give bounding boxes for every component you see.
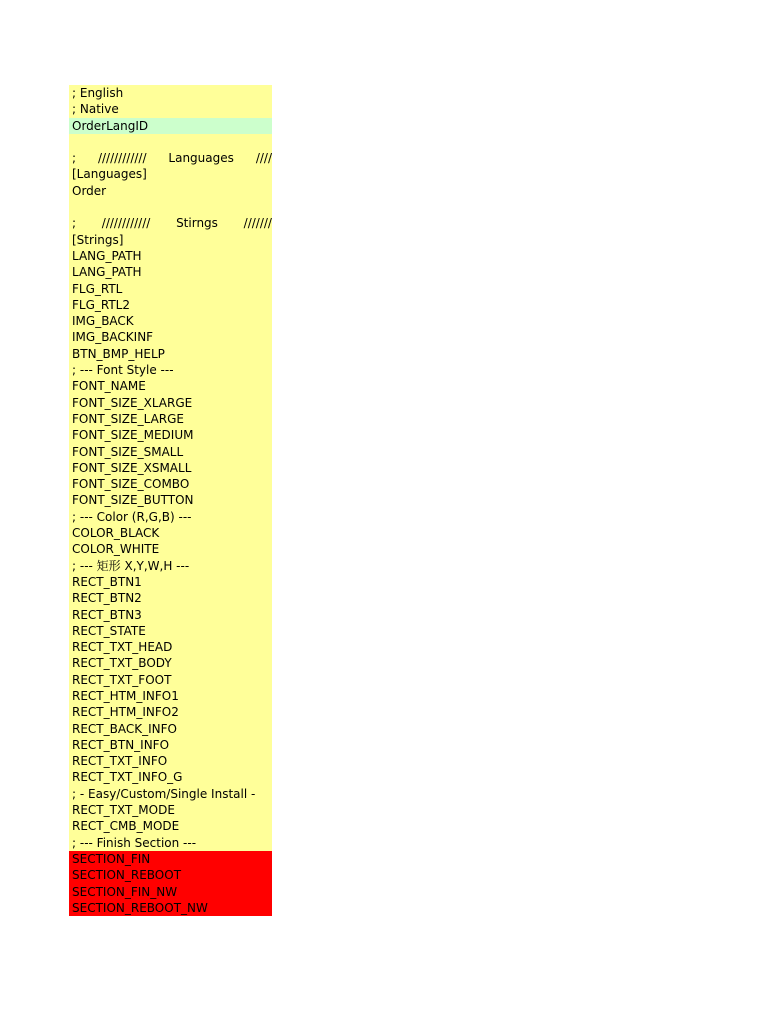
key-cell[interactable]: ; English	[69, 85, 272, 101]
section-banner-cell[interactable]	[69, 215, 272, 231]
key-cell[interactable]: RECT_BACK_INFO	[69, 721, 272, 737]
banner-part: Stirngs	[176, 216, 218, 231]
key-cell[interactable]: RECT_STATE	[69, 623, 272, 639]
key-cell[interactable]: ; Native	[69, 101, 272, 117]
key-cell[interactable]: SECTION_REBOOT_NW	[69, 900, 272, 916]
key-cell[interactable]: RECT_TXT_INFO	[69, 753, 272, 769]
key-cell[interactable]: IMG_BACKINF	[69, 329, 272, 345]
key-cell[interactable]: FONT_SIZE_LARGE	[69, 411, 272, 427]
key-cell[interactable]: FONT_SIZE_BUTTON	[69, 492, 272, 508]
key-cell[interactable]: RECT_TXT_MODE	[69, 802, 272, 818]
key-cell[interactable]: RECT_TXT_FOOT	[69, 672, 272, 688]
banner-part: ////////////	[97, 151, 147, 166]
banner-part: ////////////	[101, 216, 151, 231]
key-cell[interactable]: RECT_BTN2	[69, 590, 272, 606]
key-cell[interactable]: FONT_SIZE_XLARGE	[69, 395, 272, 411]
key-cell[interactable]: SECTION_FIN_NW	[69, 884, 272, 900]
key-cell[interactable]: RECT_CMB_MODE	[69, 818, 272, 834]
key-cell[interactable]: IMG_BACK	[69, 313, 272, 329]
key-cell[interactable]: ; --- Color (R,G,B) ---	[69, 509, 272, 525]
key-cell[interactable]: RECT_TXT_BODY	[69, 655, 272, 671]
key-cell[interactable]: FLG_RTL2	[69, 297, 272, 313]
banner-part: ////	[255, 151, 272, 166]
key-cell[interactable]: OrderLangID	[69, 118, 272, 134]
key-cell[interactable]: SECTION_REBOOT	[69, 867, 272, 883]
key-cell[interactable]: FONT_SIZE_XSMALL	[69, 460, 272, 476]
banner-part: Languages	[168, 151, 234, 166]
key-cell[interactable]: FONT_SIZE_SMALL	[69, 444, 272, 460]
key-cell[interactable]: LANG_PATH	[69, 264, 272, 280]
banner-part: ;	[72, 216, 77, 231]
key-cell[interactable]: ; --- Finish Section ---	[69, 835, 272, 851]
section-banner-cell[interactable]	[69, 150, 272, 166]
empty-cell[interactable]	[69, 134, 272, 150]
key-cell[interactable]: COLOR_WHITE	[69, 541, 272, 557]
banner-part: ///////	[243, 216, 272, 231]
key-cell[interactable]: FONT_NAME	[69, 378, 272, 394]
key-cell[interactable]: ; --- 矩形 X,Y,W,H ---	[69, 558, 272, 574]
banner-part: ;	[72, 151, 77, 166]
key-cell[interactable]: [Languages]	[69, 166, 272, 182]
key-cell[interactable]: Order	[69, 183, 272, 199]
key-cell[interactable]: ; - Easy/Custom/Single Install -	[69, 786, 272, 802]
key-cell[interactable]: RECT_BTN1	[69, 574, 272, 590]
key-cell[interactable]: RECT_TXT_HEAD	[69, 639, 272, 655]
key-cell[interactable]: ; --- Font Style ---	[69, 362, 272, 378]
key-cell[interactable]: FONT_SIZE_COMBO	[69, 476, 272, 492]
key-cell[interactable]: BTN_BMP_HELP	[69, 346, 272, 362]
empty-cell[interactable]	[69, 199, 272, 215]
key-cell[interactable]: RECT_HTM_INFO1	[69, 688, 272, 704]
key-cell[interactable]: RECT_BTN3	[69, 607, 272, 623]
key-cell[interactable]: FONT_SIZE_MEDIUM	[69, 427, 272, 443]
key-cell[interactable]: SECTION_FIN	[69, 851, 272, 867]
key-cell[interactable]: RECT_TXT_INFO_G	[69, 769, 272, 785]
key-cell[interactable]: [Strings]	[69, 232, 272, 248]
key-cell[interactable]: LANG_PATH	[69, 248, 272, 264]
key-cell[interactable]: RECT_BTN_INFO	[69, 737, 272, 753]
key-cell[interactable]: COLOR_BLACK	[69, 525, 272, 541]
spreadsheet-column	[69, 85, 272, 916]
key-cell[interactable]: RECT_HTM_INFO2	[69, 704, 272, 720]
key-cell[interactable]: FLG_RTL	[69, 281, 272, 297]
